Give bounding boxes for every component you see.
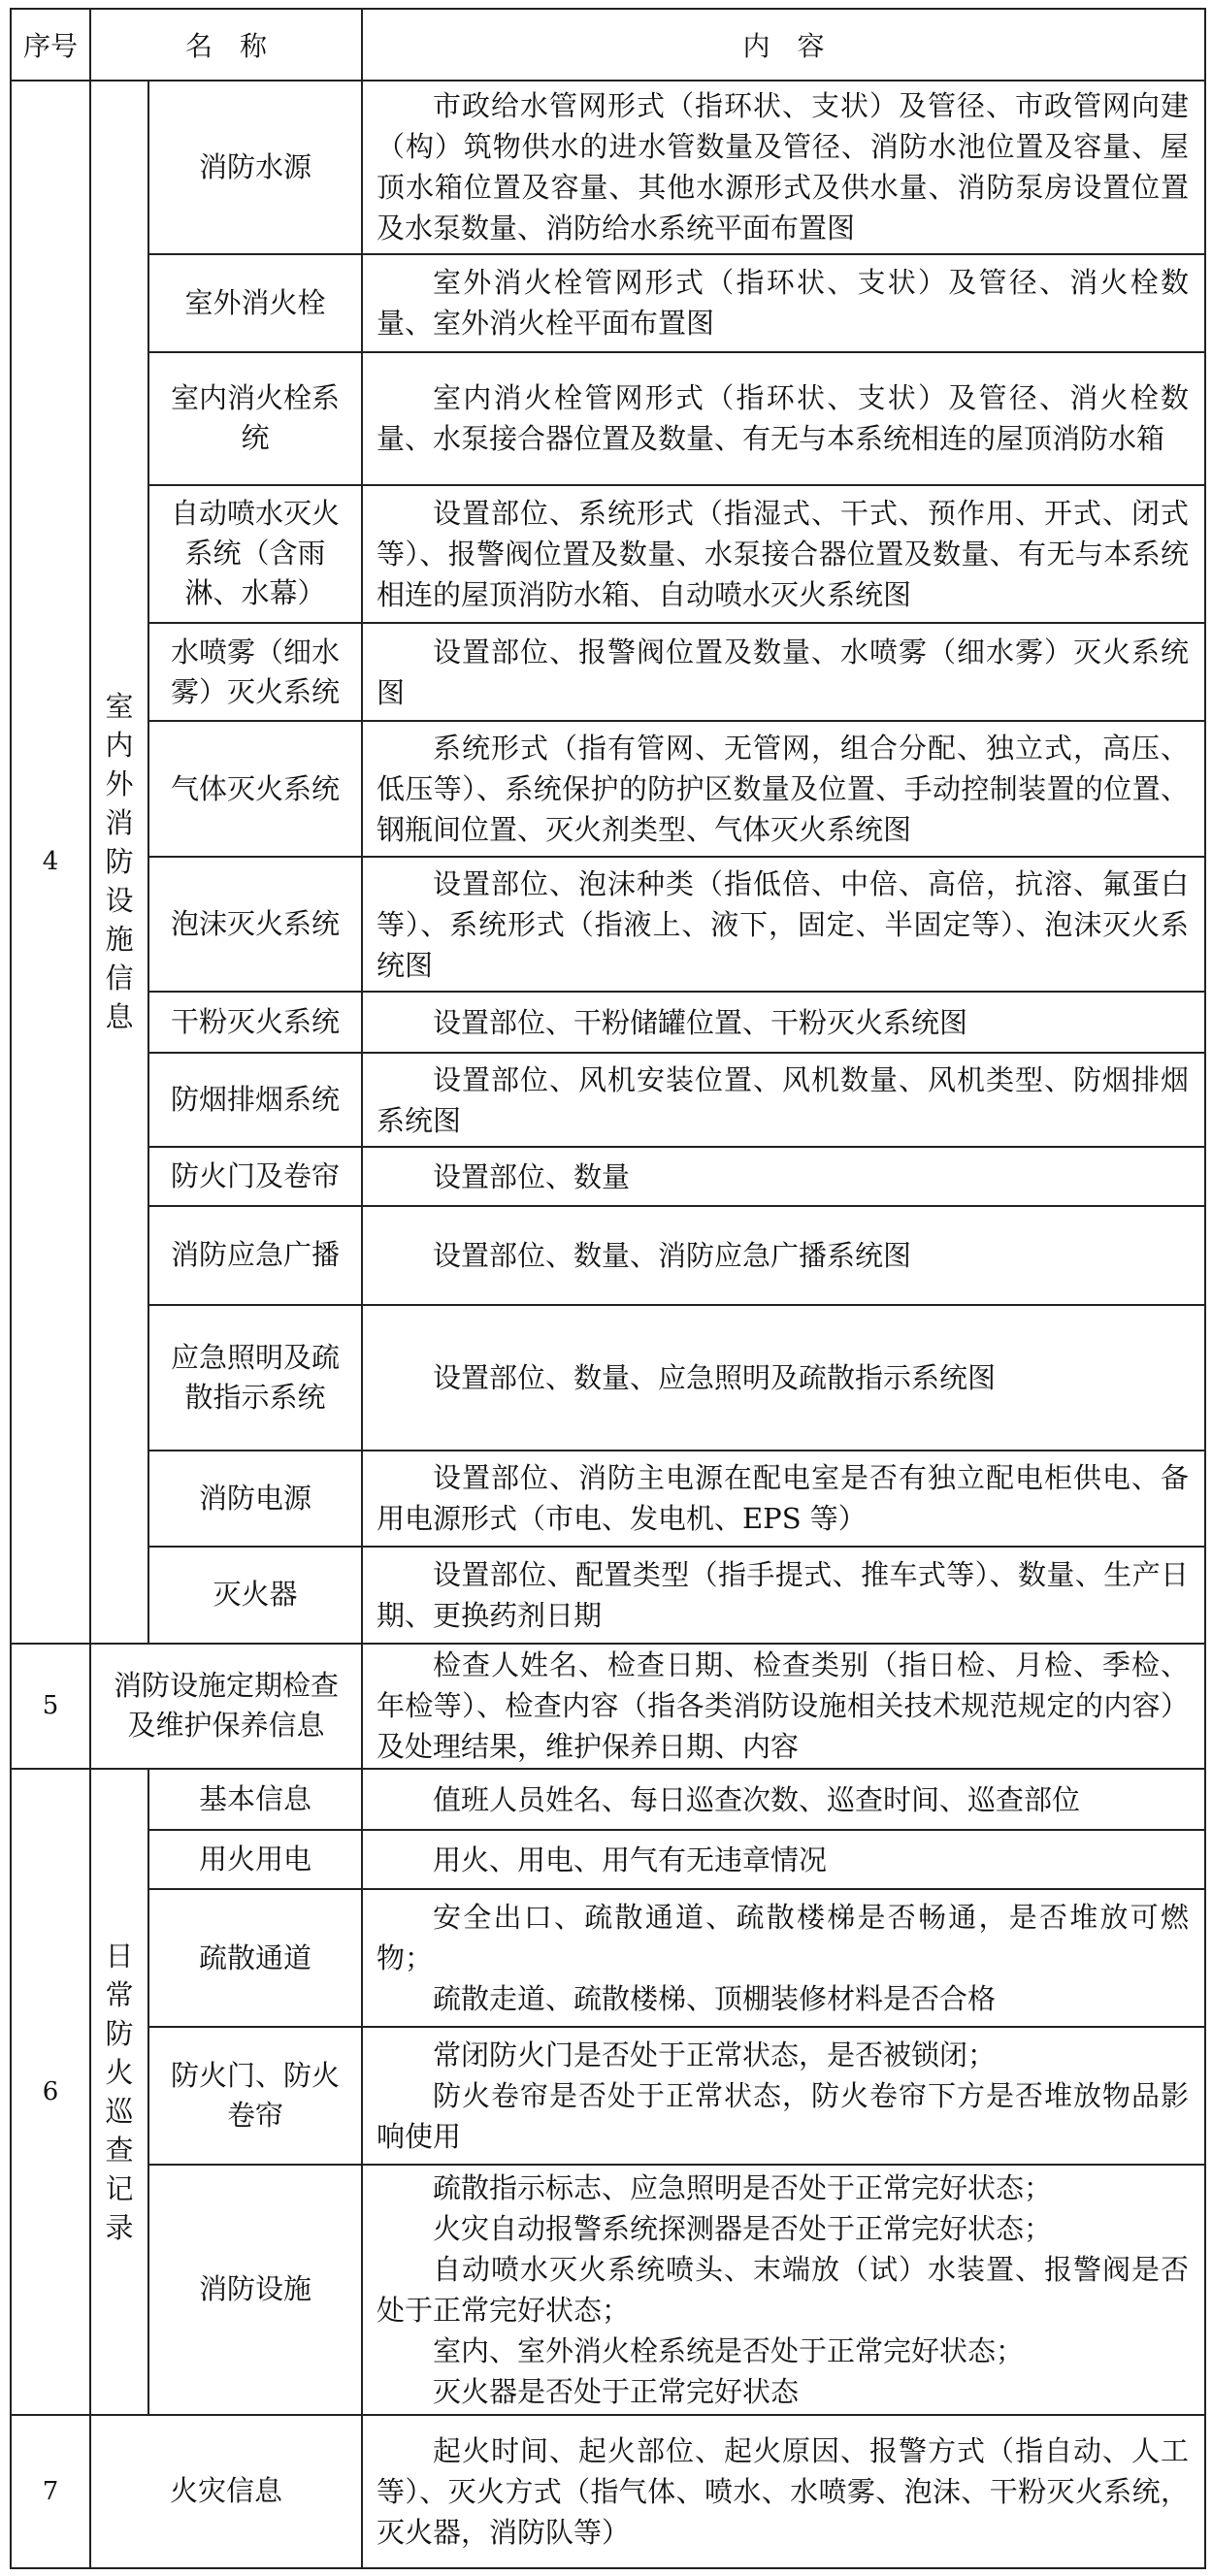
item-content: 设置部位、风机安装位置、风机数量、风机类型、防烟排烟系统图 bbox=[362, 1053, 1205, 1147]
item-name: 消防电源 bbox=[148, 1451, 362, 1547]
item-name: 应急照明及疏散指示系统 bbox=[148, 1305, 362, 1451]
item-content: 设置部位、报警阀位置及数量、水喷雾（细水雾）灭火系统图 bbox=[362, 623, 1205, 721]
table-row bbox=[11, 254, 1205, 352]
table-row bbox=[11, 1644, 1205, 1770]
item-name: 消防设施定期检查及维护保养信息 bbox=[90, 1644, 362, 1770]
table-row bbox=[11, 1206, 1205, 1304]
table-row bbox=[11, 721, 1205, 857]
header-name: 名 称 bbox=[90, 9, 362, 81]
table-row bbox=[11, 1451, 1205, 1547]
content-line: 疏散走道、疏散楼梯、顶棚装修材料是否合格 bbox=[433, 1982, 997, 2016]
content-line: 常闭防火门是否处于正常状态，是否被锁闭； bbox=[433, 2038, 997, 2072]
category-cell: 日常防火巡查记录 bbox=[90, 1769, 148, 2414]
fire-info-table bbox=[10, 8, 1206, 2569]
item-name: 火灾信息 bbox=[90, 2415, 362, 2568]
table-row bbox=[11, 1830, 1205, 1889]
item-content: 设置部位、数量、应急照明及疏散指示系统图 bbox=[362, 1305, 1205, 1451]
table-row bbox=[11, 992, 1205, 1053]
seq-cell: 7 bbox=[11, 2415, 90, 2568]
item-content: 设置部位、数量 bbox=[362, 1147, 1205, 1206]
table-row bbox=[11, 623, 1205, 721]
item-name: 消防应急广播 bbox=[148, 1206, 362, 1304]
table-row bbox=[11, 1769, 1205, 1830]
item-content: 值班人员姓名、每日巡查次数、巡查时间、巡查部位 bbox=[362, 1769, 1205, 1830]
category-cell: 室内外消防设施信息 bbox=[90, 81, 148, 1644]
item-name: 疏散通道 bbox=[148, 1889, 362, 2027]
table-row bbox=[11, 352, 1205, 485]
item-name: 自动喷水灭火系统（含雨淋、水幕） bbox=[148, 485, 362, 623]
item-content: 设置部位、干粉储罐位置、干粉灭火系统图 bbox=[362, 992, 1205, 1053]
item-content: 用火、用电、用气有无违章情况 bbox=[362, 1830, 1205, 1889]
table-row bbox=[11, 2165, 1205, 2415]
table-row bbox=[11, 2027, 1205, 2165]
item-content: 系统形式（指有管网、无管网，组合分配、独立式，高压、低压等）、系统保护的防护区数量及位置、手动控制装置的位置、钢瓶间位置、灭火剂类型、气体灭火系统图 bbox=[362, 721, 1205, 857]
item-name: 防烟排烟系统 bbox=[148, 1053, 362, 1147]
item-content bbox=[362, 2027, 1205, 2165]
item-name: 消防水源 bbox=[148, 81, 362, 254]
table-row bbox=[11, 2415, 1205, 2568]
table-row bbox=[11, 1305, 1205, 1451]
item-content: 设置部位、数量、消防应急广播系统图 bbox=[362, 1206, 1205, 1304]
item-content bbox=[362, 1889, 1205, 2027]
content-line: 灭火器是否处于正常完好状态 bbox=[433, 2374, 800, 2408]
header-row bbox=[11, 9, 1205, 81]
seq-cell: 4 bbox=[11, 81, 90, 1644]
seq-cell: 6 bbox=[11, 1769, 90, 2414]
item-content: 室内消火栓管网形式（指环状、支状）及管径、消火栓数量、水泵接合器位置及数量、有无与本系统相连的屋顶消防水箱 bbox=[362, 352, 1205, 485]
content-line: 自动喷水灭火系统喷头、末端放（试）水装置、报警阀是否处于正常完好状态； bbox=[377, 2252, 1190, 2327]
item-name: 泡沫灭火系统 bbox=[148, 857, 362, 992]
item-content bbox=[362, 2165, 1205, 2415]
item-name: 室外消火栓 bbox=[148, 254, 362, 352]
seq-cell: 5 bbox=[11, 1644, 90, 1770]
item-name: 室内消火栓系统 bbox=[148, 352, 362, 485]
content-line: 疏散指示标志、应急照明是否处于正常完好状态； bbox=[433, 2170, 1053, 2204]
header-content: 内 容 bbox=[362, 9, 1205, 81]
item-content: 室外消火栓管网形式（指环状、支状）及管径、消火栓数量、室外消火栓平面布置图 bbox=[362, 254, 1205, 352]
item-content: 市政给水管网形式（指环状、支状）及管径、市政管网向建（构）筑物供水的进水管数量及管径、消防水池位置及容量、屋顶水箱位置及容量、其他水源形式及供水量、消防泵房设置位置及水泵数量、消防给水系统平面布置图 bbox=[362, 81, 1205, 254]
table-row bbox=[11, 1147, 1205, 1206]
item-name: 基本信息 bbox=[148, 1769, 362, 1830]
item-name: 消防设施 bbox=[148, 2165, 362, 2415]
table-row bbox=[11, 1547, 1205, 1643]
item-name: 灭火器 bbox=[148, 1547, 362, 1643]
table-row bbox=[11, 1053, 1205, 1147]
content-line: 安全出口、疏散通道、疏散楼梯是否畅通，是否堆放可燃物； bbox=[377, 1901, 1190, 1975]
item-content: 设置部位、泡沫种类（指低倍、中倍、高倍，抗溶、氟蛋白等）、系统形式（指液上、液下，固定、半固定等）、泡沫灭火系统图 bbox=[362, 857, 1205, 992]
header-seq: 序号 bbox=[11, 9, 90, 81]
item-name: 干粉灭火系统 bbox=[148, 992, 362, 1053]
table-row bbox=[11, 1889, 1205, 2027]
item-name: 防火门及卷帘 bbox=[148, 1147, 362, 1206]
table-row bbox=[11, 81, 1205, 254]
item-content: 设置部位、配置类型（指手提式、推车式等）、数量、生产日期、更换药剂日期 bbox=[362, 1547, 1205, 1643]
content-line: 火灾自动报警系统探测器是否处于正常完好状态； bbox=[433, 2211, 1053, 2245]
item-content: 设置部位、消防主电源在配电室是否有独立配电柜供电、备用电源形式（市电、发电机、EPS 等） bbox=[362, 1451, 1205, 1547]
content-line: 防火卷帘是否处于正常状态，防火卷帘下方是否堆放物品影响使用 bbox=[377, 2079, 1190, 2154]
item-name: 用火用电 bbox=[148, 1830, 362, 1889]
content-line: 室内、室外消火栓系统是否处于正常完好状态； bbox=[433, 2333, 1025, 2367]
item-content: 起火时间、起火部位、起火原因、报警方式（指自动、人工等）、灭火方式（指气体、喷水、水喷雾、泡沫、干粉灭火系统，灭火器，消防队等） bbox=[362, 2415, 1205, 2568]
item-name: 水喷雾（细水雾）灭火系统 bbox=[148, 623, 362, 721]
item-name: 气体灭火系统 bbox=[148, 721, 362, 857]
table-row bbox=[11, 485, 1205, 623]
item-content: 检查人姓名、检查日期、检查类别（指日检、月检、季检、年检等）、检查内容（指各类消防设施相关技术规范规定的内容）及处理结果，维护保养日期、内容 bbox=[362, 1644, 1205, 1770]
table-row bbox=[11, 857, 1205, 992]
item-name: 防火门、防火卷帘 bbox=[148, 2027, 362, 2165]
item-content: 设置部位、系统形式（指湿式、干式、预作用、开式、闭式等）、报警阀位置及数量、水泵接合器位置及数量、有无与本系统相连的屋顶消防水箱、自动喷水灭火系统图 bbox=[362, 485, 1205, 623]
